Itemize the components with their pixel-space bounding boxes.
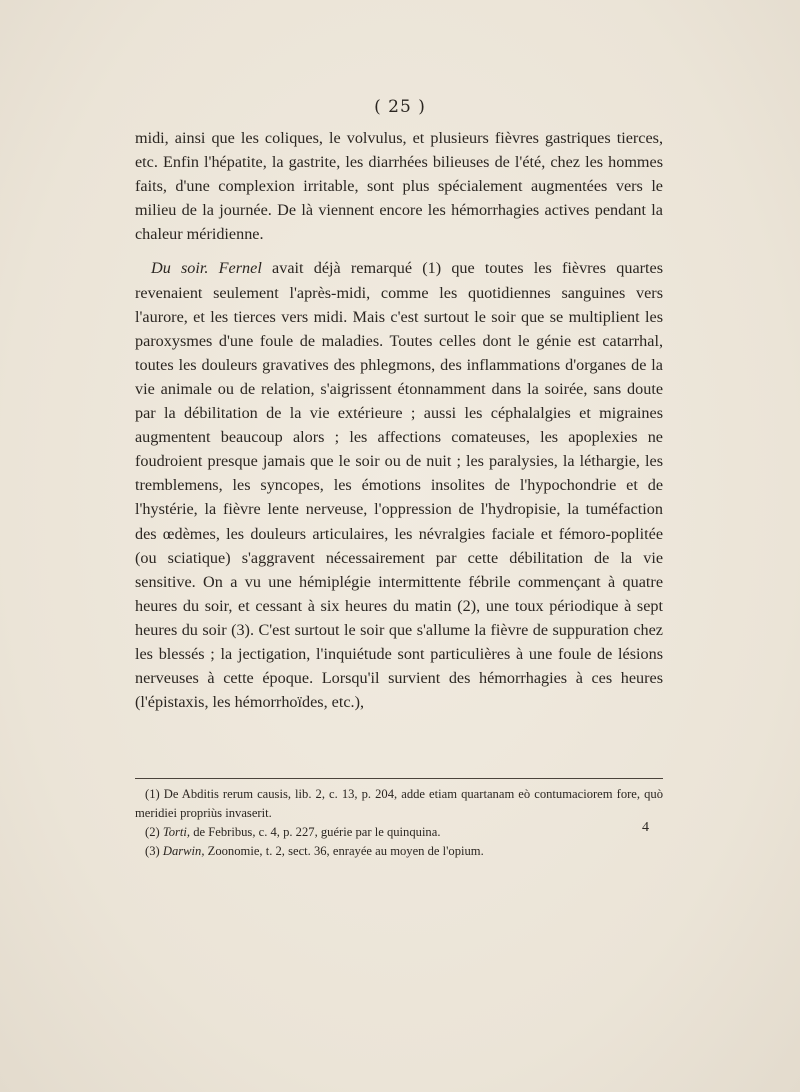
- footnote-1: [135, 785, 663, 823]
- body-text: [135, 126, 663, 714]
- footnote-2-mark: (2): [145, 825, 160, 839]
- footnotes: [135, 785, 663, 861]
- footnote-3: [135, 842, 663, 861]
- paragraph-1: midi, ainsi que les coliques, le volvulus, et plusieurs fièvres gastriques tierces, etc. Enfin l'hépatite, la gastrite, les diarrhées bilieuses de l'été, chez les hommes faits, d'une complexion irritable, sont plus spécialement augmentées vers le milieu de la journée. De là viennent encore les hémorrhagies actives pendant la chaleur méridienne.: [135, 129, 663, 244]
- footnote-1-text: De Abditis rerum causis, lib. 2, c. 13, p. 204, adde etiam quartanam eò contumaciorem fore, quò meridiei propriùs invaserit.: [135, 787, 663, 820]
- paragraph-2-text: avait déjà remarqué (1) que toutes les fièvres quartes revenaient seulement l'après-midi, comme les quotidiennes sanguines vers l'aurore, et les tierces vers midi. Mais c'est surtout le soir que se multiplient les paroxysmes d'une foule de maladies. Toutes celles dont le génie est catarrhal, toutes les douleurs gravatives des phlegmons, des inflammations d'organes de la vie animale ou de relation, s'aigrissent étonnamment dans la soirée, sans doute par la débilitation de la vie extérieure ; aussi les céphalalgies et migraines augmentent beaucoup alors ; les affections comateuses, les apoplexies ne foudroient presque jamais que le soir ou de nuit ; les paralysies, la léthargie, les tremblemens, les syncopes, les émotions insolites de l'hypochondrie et de l'hystérie, la fièvre lente nerveuse, l'oppression de l'hydropisie, la tuméfaction des œdèmes, les douleurs articulaires, les névralgies faciale et fémoro-poplitée (ou sciatique) s'aggravent nécessairement par cette débilitation de la vie sensitive. On a vu une hémiplégie intermittente fébrile commençant à quatre heures du soir, et cessant à six heures du matin (2), une toux périodique à sept heures du soir (3). C'est surtout le soir que s'allume la fièvre de suppuration chez les blessés ; la jectigation, l'inquiétude sont particulières à une foule de lésions nerveuses à cette époque. Lorsqu'il survient des hémorrhagies à ces heures (l'épistaxis, les hémorrhoïdes, etc.),: [135, 259, 663, 712]
- signature-mark: 4: [642, 820, 649, 835]
- section-heading-du-soir: Du soir.: [151, 259, 209, 278]
- footnote-divider: [135, 778, 663, 779]
- page-number: ( 25 ): [374, 97, 426, 117]
- author-fernel: Fernel: [218, 259, 262, 278]
- footnote-2: [135, 823, 663, 842]
- footnote-2-author: Torti,: [162, 825, 191, 839]
- footnote-3-mark: (3): [145, 844, 160, 858]
- paragraph-2: [135, 256, 663, 714]
- footnote-3-author: Darwin,: [162, 844, 205, 858]
- footnote-1-mark: (1): [145, 787, 160, 801]
- footnote-2-text: de Febribus, c. 4, p. 227, guérie par le quinquina.: [193, 825, 441, 839]
- footnote-3-text: Zoonomie, t. 2, sect. 36, enrayée au moyen de l'opium.: [207, 844, 484, 858]
